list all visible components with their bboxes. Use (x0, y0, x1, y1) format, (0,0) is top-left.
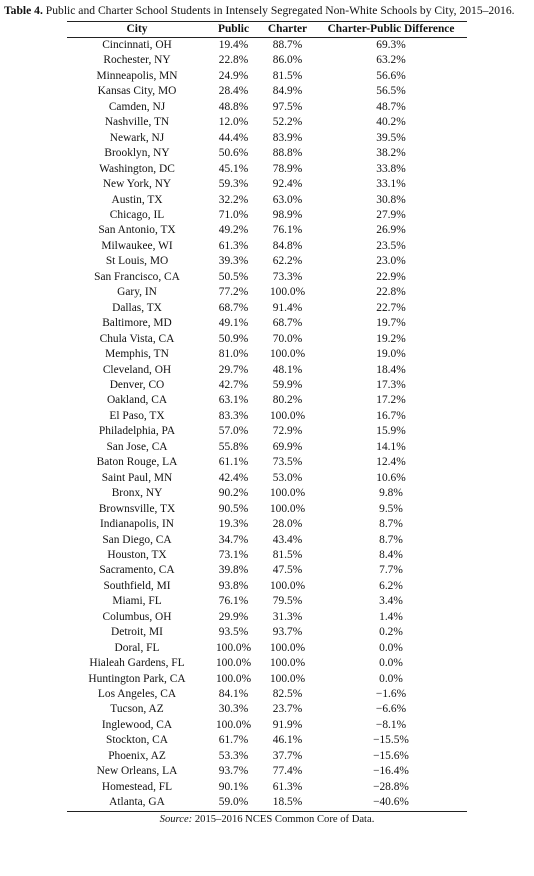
public-cell: 19.3% (218, 518, 249, 531)
difference-cell: −15.6% (373, 749, 409, 762)
difference-cell: 9.8% (379, 487, 403, 500)
table-body (67, 38, 467, 812)
public-cell: 53.3% (218, 749, 249, 762)
difference-cell: 0.0% (379, 641, 403, 654)
public-cell: 93.7% (218, 765, 249, 778)
table-row (67, 347, 467, 362)
charter-cell: 91.4% (272, 301, 303, 314)
difference-cell: 17.3% (376, 378, 406, 391)
charter-cell: 69.9% (272, 440, 303, 453)
table-row (67, 702, 467, 717)
city-cell: Nashville, TN (104, 116, 170, 129)
charter-cell: 53.0% (272, 471, 303, 484)
public-cell: 50.9% (218, 332, 249, 345)
difference-cell: 23.5% (376, 239, 406, 252)
difference-cell: −8.1% (375, 718, 407, 731)
public-cell: 42.7% (218, 378, 249, 391)
table-title: Public and Charter School Students in Intensely Segregated Non-White Schools by City, 2015–2016. (45, 4, 515, 17)
table-row (67, 332, 467, 347)
charter-cell: 88.8% (272, 147, 303, 160)
difference-cell: 40.2% (376, 116, 406, 129)
difference-cell: 26.9% (376, 224, 406, 237)
public-cell: 90.5% (218, 502, 249, 515)
difference-cell: 15.9% (376, 425, 406, 438)
difference-cell: −15.5% (373, 734, 409, 747)
public-cell: 61.3% (218, 239, 249, 252)
charter-cell: 37.7% (272, 749, 303, 762)
charter-cell: 72.9% (272, 425, 303, 438)
table-row (67, 795, 467, 811)
public-cell: 84.1% (218, 688, 249, 701)
table-row (67, 100, 467, 115)
public-cell: 76.1% (218, 595, 249, 608)
table-row (67, 239, 467, 254)
difference-cell: 33.1% (376, 178, 406, 191)
difference-cell: 3.4% (379, 595, 403, 608)
charter-cell: 31.3% (272, 610, 303, 623)
city-cell: Chula Vista, CA (99, 332, 175, 345)
difference-cell: 19.2% (376, 332, 406, 345)
public-cell: 29.7% (218, 363, 249, 376)
public-cell: 90.2% (218, 487, 249, 500)
public-cell: 81.0% (218, 348, 249, 361)
public-cell: 93.5% (218, 626, 249, 639)
city-cell: Columbus, OH (102, 610, 172, 623)
city-cell: San Francisco, CA (94, 270, 180, 283)
table-row (67, 131, 467, 146)
table-row (67, 733, 467, 748)
table-row (67, 223, 467, 238)
public-cell: 44.4% (218, 131, 249, 144)
city-cell: Washington, DC (99, 162, 175, 175)
table-row (67, 486, 467, 501)
difference-cell: 22.8% (376, 286, 406, 299)
table-row (67, 672, 467, 687)
column-header-difference: Charter-Public Difference (315, 22, 467, 38)
table-row (67, 285, 467, 300)
charter-cell: 61.3% (272, 780, 303, 793)
city-cell: Homestead, FL (101, 780, 173, 793)
public-cell: 24.9% (218, 69, 249, 82)
table-row (67, 471, 467, 486)
charter-cell: 93.7% (272, 626, 303, 639)
city-cell: Brownsville, TX (98, 502, 176, 515)
difference-cell: 0.0% (379, 657, 403, 670)
table-row (67, 115, 467, 130)
city-cell: Houston, TX (107, 548, 167, 561)
city-cell: Saint Paul, MN (101, 471, 173, 484)
difference-cell: 10.6% (376, 471, 406, 484)
charter-cell: 100.0% (269, 348, 306, 361)
difference-cell: −1.6% (375, 688, 407, 701)
city-cell: Memphis, TN (105, 348, 169, 361)
charter-cell: 46.1% (272, 734, 303, 747)
city-cell: Atlanta, GA (67, 795, 207, 811)
charter-cell: 18.5% (260, 795, 315, 811)
public-cell: 100.0% (215, 657, 252, 670)
city-cell: Bronx, NY (111, 487, 163, 500)
difference-cell: −28.8% (373, 780, 409, 793)
table-row (67, 316, 467, 331)
charter-cell: 84.9% (272, 85, 303, 98)
charter-cell: 63.0% (272, 193, 303, 206)
charter-cell: 91.9% (272, 718, 303, 731)
table-row (67, 656, 467, 671)
table-row (67, 502, 467, 517)
difference-cell: 23.0% (376, 255, 406, 268)
city-cell: Inglewood, CA (101, 718, 173, 731)
charter-cell: 100.0% (269, 487, 306, 500)
difference-cell: 63.2% (376, 54, 406, 67)
table-row (67, 579, 467, 594)
public-cell: 73.1% (218, 548, 249, 561)
city-cell: Baltimore, MD (102, 317, 172, 330)
charter-cell: 59.9% (272, 378, 303, 391)
column-header-charter: Charter (260, 22, 315, 38)
city-cell: Sacramento, CA (99, 564, 175, 577)
table-row (67, 162, 467, 177)
difference-cell: 39.5% (376, 131, 406, 144)
difference-cell: 38.2% (376, 147, 406, 160)
table-row (67, 780, 467, 795)
public-cell: 32.2% (218, 193, 249, 206)
public-cell: 28.4% (218, 85, 249, 98)
public-cell: 55.8% (218, 440, 249, 453)
charter-cell: 100.0% (269, 579, 306, 592)
charter-cell: 100.0% (269, 409, 306, 422)
public-cell: 50.5% (218, 270, 249, 283)
table-row (67, 517, 467, 532)
segregation-table (67, 21, 467, 812)
public-cell: 68.7% (218, 301, 249, 314)
difference-cell: 48.7% (376, 100, 406, 113)
city-cell: Minneapolis, MN (96, 69, 178, 82)
public-cell: 71.0% (218, 208, 249, 221)
city-cell: Dallas, TX (112, 301, 162, 314)
table-row (67, 687, 467, 702)
difference-cell: 17.2% (376, 394, 406, 407)
city-cell: El Paso, TX (109, 409, 165, 422)
difference-cell: −40.6% (315, 795, 467, 811)
table-row (67, 764, 467, 779)
public-cell: 49.1% (218, 317, 249, 330)
charter-cell: 81.5% (272, 69, 303, 82)
difference-cell: 27.9% (376, 208, 406, 221)
city-cell: Kansas City, MO (97, 85, 177, 98)
public-cell: 93.8% (218, 579, 249, 592)
table-row (67, 69, 467, 84)
difference-cell: 22.9% (376, 270, 406, 283)
city-cell: Austin, TX (111, 193, 163, 206)
public-cell: 19.4% (218, 39, 249, 51)
public-cell: 63.1% (218, 394, 249, 407)
difference-cell: 9.5% (379, 502, 403, 515)
city-cell: Tucson, AZ (110, 703, 164, 716)
difference-cell: 30.8% (376, 193, 406, 206)
charter-cell: 100.0% (269, 286, 306, 299)
difference-cell: 8.4% (379, 548, 403, 561)
public-cell: 30.3% (218, 703, 249, 716)
source-text: 2015–2016 NCES Common Core of Data. (194, 813, 375, 825)
charter-cell: 47.5% (272, 564, 303, 577)
table-header-row (67, 22, 467, 38)
city-cell: Oakland, CA (106, 394, 168, 407)
source-note (67, 813, 467, 827)
public-cell: 90.1% (218, 780, 249, 793)
table-row (67, 563, 467, 578)
city-cell: Indianapolis, IN (99, 518, 175, 531)
city-cell: Detroit, MI (111, 626, 163, 639)
city-cell: Denver, CO (109, 378, 165, 391)
public-cell: 100.0% (215, 641, 252, 654)
difference-cell: 0.2% (379, 626, 403, 639)
difference-cell: 12.4% (376, 456, 406, 469)
charter-cell: 62.2% (272, 255, 303, 268)
city-cell: Miami, FL (112, 595, 162, 608)
difference-cell: −6.6% (375, 703, 407, 716)
difference-cell: 1.4% (379, 610, 403, 623)
city-cell: San Jose, CA (106, 440, 168, 453)
table-row (67, 53, 467, 68)
charter-cell: 100.0% (269, 672, 306, 685)
city-cell: Stockton, CA (105, 734, 169, 747)
table-number-label: Table 4. (4, 4, 43, 17)
city-cell: San Diego, CA (102, 533, 172, 546)
charter-cell: 23.7% (272, 703, 303, 716)
table-row (67, 146, 467, 161)
table-row (67, 749, 467, 764)
charter-cell: 100.0% (269, 502, 306, 515)
difference-cell: 14.1% (376, 440, 406, 453)
city-cell: Southfield, MI (103, 579, 171, 592)
charter-cell: 48.1% (272, 363, 303, 376)
city-cell: Rochester, NY (103, 54, 171, 67)
difference-cell: 8.7% (379, 533, 403, 546)
public-cell: 34.7% (218, 533, 249, 546)
charter-cell: 92.4% (272, 178, 303, 191)
city-cell: Camden, NJ (108, 100, 166, 113)
charter-cell: 70.0% (272, 332, 303, 345)
table-row (67, 363, 467, 378)
city-cell: Cleveland, OH (102, 363, 172, 376)
public-cell: 100.0% (215, 672, 252, 685)
city-cell: Chicago, IL (109, 208, 165, 221)
charter-cell: 43.4% (272, 533, 303, 546)
charter-cell: 84.8% (272, 239, 303, 252)
difference-cell: 16.7% (376, 409, 406, 422)
table-row (67, 301, 467, 316)
city-cell: Philadelphia, PA (98, 425, 176, 438)
public-cell: 39.3% (218, 255, 249, 268)
public-cell: 57.0% (218, 425, 249, 438)
charter-cell: 100.0% (269, 641, 306, 654)
charter-cell: 97.5% (272, 100, 303, 113)
table-row (67, 610, 467, 625)
table-row (67, 193, 467, 208)
table-row (67, 718, 467, 733)
charter-cell: 88.7% (272, 39, 303, 51)
difference-cell: 8.7% (379, 518, 403, 531)
difference-cell: 18.4% (376, 363, 406, 376)
difference-cell: 19.7% (376, 317, 406, 330)
table-row (67, 378, 467, 393)
city-cell: Newark, NJ (109, 131, 165, 144)
charter-cell: 76.1% (272, 224, 303, 237)
city-cell: San Antonio, TX (98, 224, 176, 237)
difference-cell: 33.8% (376, 162, 406, 175)
public-cell: 48.8% (218, 100, 249, 113)
table-row (67, 270, 467, 285)
charter-cell: 82.5% (272, 688, 303, 701)
source-label: Source: (159, 813, 193, 825)
table-row (67, 440, 467, 455)
table-row (67, 84, 467, 99)
city-cell: Gary, IN (117, 286, 157, 299)
city-cell: New York, NY (102, 178, 172, 191)
public-cell: 100.0% (215, 718, 252, 731)
table-caption (4, 3, 530, 18)
public-cell: 50.6% (218, 147, 249, 160)
table-row (67, 533, 467, 548)
city-cell: Doral, FL (114, 641, 160, 654)
charter-cell: 78.9% (272, 162, 303, 175)
city-cell: Huntington Park, CA (88, 672, 186, 685)
charter-cell: 81.5% (272, 548, 303, 561)
table-row (67, 393, 467, 408)
charter-cell: 80.2% (272, 394, 303, 407)
table-row (67, 455, 467, 470)
charter-cell: 73.3% (272, 270, 303, 283)
public-cell: 61.7% (218, 734, 249, 747)
charter-cell: 73.5% (272, 456, 303, 469)
difference-cell: 69.3% (376, 39, 406, 51)
column-header-city: City (67, 22, 207, 38)
table-row (67, 548, 467, 563)
column-header-public: Public (207, 22, 260, 38)
difference-cell: 22.7% (376, 301, 406, 314)
table-row (67, 208, 467, 223)
difference-cell: 56.6% (376, 69, 406, 82)
difference-cell: −16.4% (373, 765, 409, 778)
difference-cell: 6.2% (379, 579, 403, 592)
city-cell: Baton Rouge, LA (96, 456, 178, 469)
charter-cell: 83.9% (272, 131, 303, 144)
public-cell: 49.2% (218, 224, 249, 237)
public-cell: 59.3% (218, 178, 249, 191)
table-row (67, 38, 467, 54)
charter-cell: 79.5% (272, 595, 303, 608)
public-cell: 39.8% (218, 564, 249, 577)
city-cell: Brooklyn, NY (104, 147, 170, 160)
charter-cell: 77.4% (272, 765, 303, 778)
public-cell: 45.1% (218, 162, 249, 175)
public-cell: 59.0% (207, 795, 260, 811)
public-cell: 42.4% (218, 471, 249, 484)
city-cell: Phoenix, AZ (108, 749, 166, 762)
public-cell: 22.8% (218, 54, 249, 67)
public-cell: 12.0% (218, 116, 249, 129)
charter-cell: 86.0% (272, 54, 303, 67)
table-row (67, 594, 467, 609)
city-cell: Hialeah Gardens, FL (89, 657, 185, 670)
charter-cell: 98.9% (272, 208, 303, 221)
table-row (67, 177, 467, 192)
table-row (67, 641, 467, 656)
table-row (67, 625, 467, 640)
difference-cell: 7.7% (379, 564, 403, 577)
public-cell: 77.2% (218, 286, 249, 299)
charter-cell: 100.0% (269, 657, 306, 670)
city-cell: Los Angeles, CA (97, 688, 177, 701)
charter-cell: 28.0% (272, 518, 303, 531)
public-cell: 29.9% (218, 610, 249, 623)
difference-cell: 56.5% (376, 85, 406, 98)
difference-cell: 0.0% (379, 672, 403, 685)
city-cell: Milwaukee, WI (101, 239, 173, 252)
charter-cell: 68.7% (272, 317, 303, 330)
table-row (67, 424, 467, 439)
charter-cell: 52.2% (272, 116, 303, 129)
city-cell: New Orleans, LA (96, 765, 178, 778)
difference-cell: 19.0% (376, 348, 406, 361)
public-cell: 83.3% (218, 409, 249, 422)
public-cell: 61.1% (218, 456, 249, 469)
city-cell: Cincinnati, OH (102, 39, 172, 51)
table-row (67, 254, 467, 269)
table-row (67, 409, 467, 424)
city-cell: St Louis, MO (105, 255, 169, 268)
